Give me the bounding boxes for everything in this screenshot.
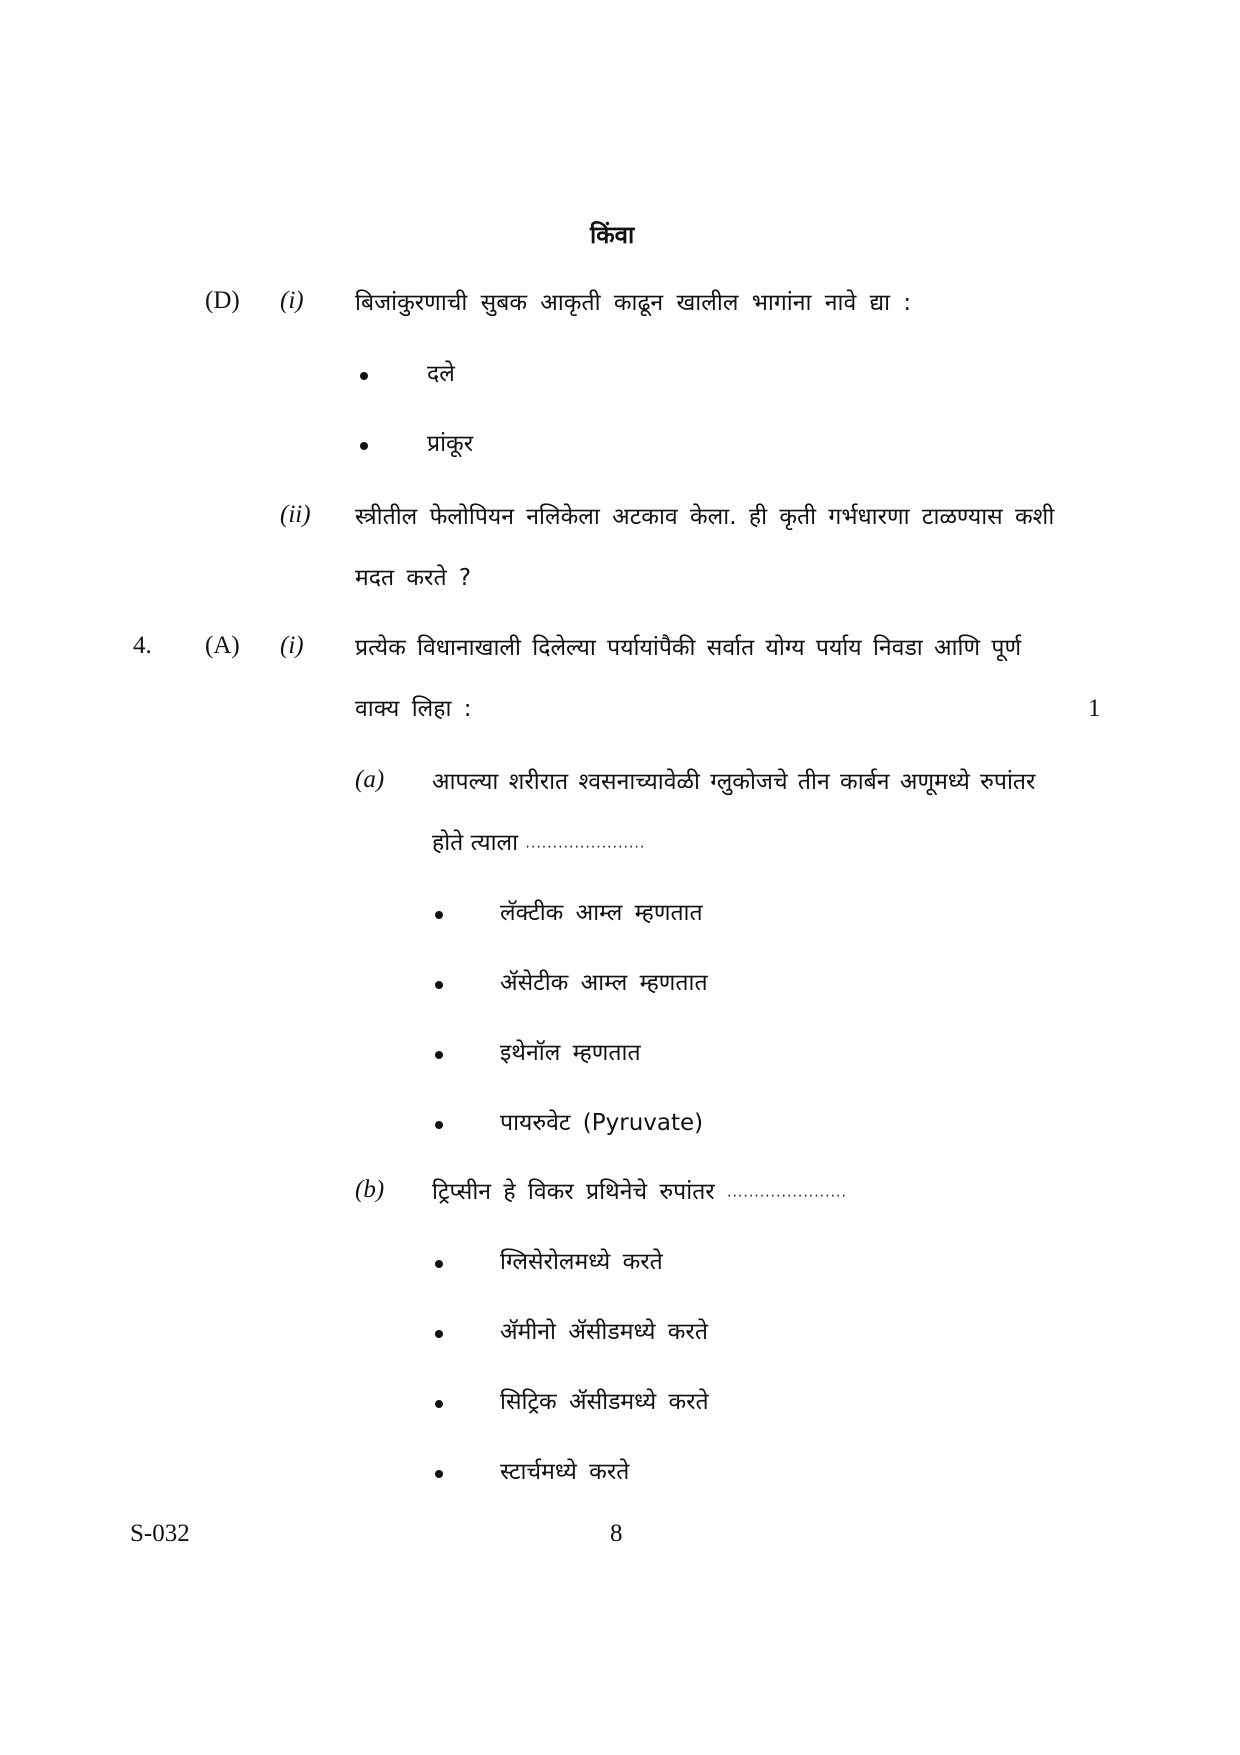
q4-a-option-2: ॲसेटीक आम्ल म्हणतात xyxy=(500,970,708,996)
q4-a-line2-text: होते त्याला xyxy=(432,830,519,856)
page-number: 8 xyxy=(610,1520,623,1547)
q4-b-option-3: सिट्रिक ॲसीडमध्ये करते xyxy=(500,1389,709,1415)
bullet-icon xyxy=(435,1330,443,1338)
bullet-icon xyxy=(435,1260,443,1268)
or-heading: किंवा xyxy=(590,221,635,249)
section-d-i-text: बिजांकुरणाची सुबक आकृती काढून खालील भागांना नावे द्या : xyxy=(355,290,912,316)
q4-part-label: (A) xyxy=(205,632,240,659)
q4-i-line2: वाक्य लिहा : xyxy=(355,696,472,722)
section-d-i-item-2: प्रांकूर xyxy=(427,431,474,457)
section-d-i-num: (i) xyxy=(280,287,304,314)
section-d-ii-line1: स्त्रीतील फेलोपियन नलिकेला अटकाव केला. ही कृती गर्भधारणा टाळण्यास कशी xyxy=(355,504,1055,530)
bullet-icon xyxy=(435,911,443,919)
bullet-icon xyxy=(435,1400,443,1408)
q4-b-option-1: ग्लिसेरोलमध्ये करते xyxy=(500,1249,663,1275)
bullet-icon xyxy=(360,442,368,450)
paper-code: S-032 xyxy=(130,1520,190,1547)
section-d-ii-num: (ii) xyxy=(280,501,311,528)
section-d-i-item-1: दले xyxy=(427,361,455,387)
q4-a-option-3: इथेनॉल म्हणतात xyxy=(500,1040,641,1066)
q4-a-line1: आपल्या शरीरात श्वसनाच्यावेळी ग्लुकोजचे तीन कार्बन अणूमध्ये रुपांतर xyxy=(432,769,1036,795)
bullet-icon xyxy=(435,981,443,989)
question-number: 4. xyxy=(133,632,152,659)
section-d-label: (D) xyxy=(205,287,240,314)
q4-b-num: (b) xyxy=(355,1176,385,1203)
q4-b-text: ट्रिप्सीन हे विकर प्रथिनेचे रुपांतर xyxy=(432,1179,715,1205)
q4-i-num: (i) xyxy=(280,632,304,659)
q4-b-text-line xyxy=(432,1176,847,1209)
q4-a-blank: ...................... xyxy=(525,835,646,852)
section-d-ii-line2: मदत करते ? xyxy=(355,565,472,591)
q4-a-option-1: लॅक्टीक आम्ल म्हणतात xyxy=(500,900,703,926)
q4-a-option-4: पायरुवेट (Pyruvate) xyxy=(500,1110,704,1136)
q4-a-line2 xyxy=(432,827,645,860)
q4-b-blank: ...................... xyxy=(727,1184,847,1201)
q4-i-line1: प्रत्येक विधानाखाली दिलेल्या पर्यायांपैकी सर्वात योग्य पर्याय निवडा आणि पूर्ण xyxy=(355,635,1022,661)
bullet-icon xyxy=(435,1470,443,1478)
bullet-icon xyxy=(360,372,368,380)
q4-b-option-2: ॲमीनो ॲसीडमध्ये करते xyxy=(500,1319,708,1345)
bullet-icon xyxy=(435,1121,443,1129)
q4-b-option-4: स्टार्चमध्ये करते xyxy=(500,1459,630,1485)
q4-i-marks: 1 xyxy=(1088,695,1101,722)
q4-a-num: (a) xyxy=(355,766,385,793)
bullet-icon xyxy=(435,1051,443,1059)
